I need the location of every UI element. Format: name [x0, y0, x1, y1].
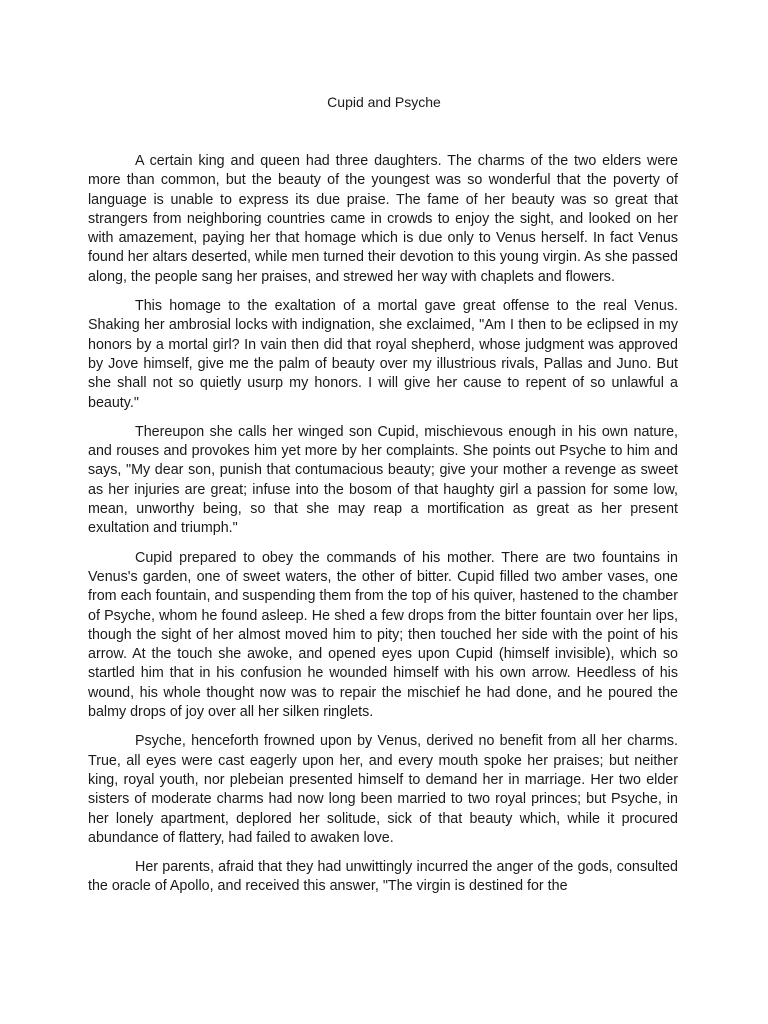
- document-title: Cupid and Psyche: [327, 94, 441, 110]
- paragraph-1: A certain king and queen had three daughters. The charms of the two elders were more than common, but the beauty of the youngest was so wonderful that the poverty of language is unable to express its due praise. The fame of her beauty was so great that strangers from neighboring countries came in crowds to enjoy the sight, and looked on her with amazement, paying her that homage which is due only to Venus herself. In fact Venus found her altars deserted, while men turned their devotion to this young virgin. As she passed along, the people sang her praises, and strewed her way with chaplets and flowers.: [88, 153, 678, 285]
- paragraph-6: Her parents, afraid that they had unwittingly incurred the anger of the gods, consulted the oracle of Apollo, and received this answer, "The virgin is destined for the: [88, 859, 678, 895]
- paragraph-5: Psyche, henceforth frowned upon by Venus, derived no benefit from all her charms. True, all eyes were cast eagerly upon her, and every mouth spoke her praises; but neither king, royal youth, nor plebeian presented himself to demand her in marriage. Her two elder sisters of moderate charms had now long been married to two royal princes; but Psyche, in her lonely apartment, deplored her solitude, sick of that beauty which, while it procured abundance of flattery, had failed to awaken love.: [88, 733, 678, 846]
- paragraph-3: Thereupon she calls her winged son Cupid, mischievous enough in his own nature, and rouses and provokes him yet more by her complaints. She points out Psyche to him and says, "My dear son, punish that contumacious beauty; give your mother a revenge as sweet as her injuries are great; infuse into the bosom of that haughty girl a passion for some low, mean, unworthy being, so that she may reap a mortification as great as her present exultation and triumph.": [88, 423, 678, 537]
- document-body: [88, 152, 678, 907]
- paragraph-2: This homage to the exaltation of a mortal gave great offense to the real Venus. Shaking her ambrosial locks with indignation, she exclaimed, "Am I then to be eclipsed in my honors by a mortal girl? In vain then did that royal shepherd, whose judgment was approved by Jove himself, give me the palm of beauty over my illustrious rivals, Pallas and Juno. But she shall not so quietly usurp my honors. I will give her cause to repent of so unlawful a beauty.": [88, 298, 678, 411]
- paragraph-4: Cupid prepared to obey the commands of his mother. There are two fountains in Venus's garden, one of sweet waters, the other of bitter. Cupid filled two amber vases, one from each fountain, and suspending them from the top of his quiver, hastened to the chamber of Psyche, whom he found asleep. He shed a few drops from the bitter fountain over her lips, though the sight of her almost moved him to pity; then touched her side with the point of his arrow. At the touch she awoke, and opened eyes upon Cupid (himself invisible), which so startled him that in his confusion he wounded himself with his own arrow. Heedless of his wound, his whole thought now was to repair the mischief he had done, and he poured the balmy drops of joy over all her silken ringlets.: [88, 549, 678, 721]
